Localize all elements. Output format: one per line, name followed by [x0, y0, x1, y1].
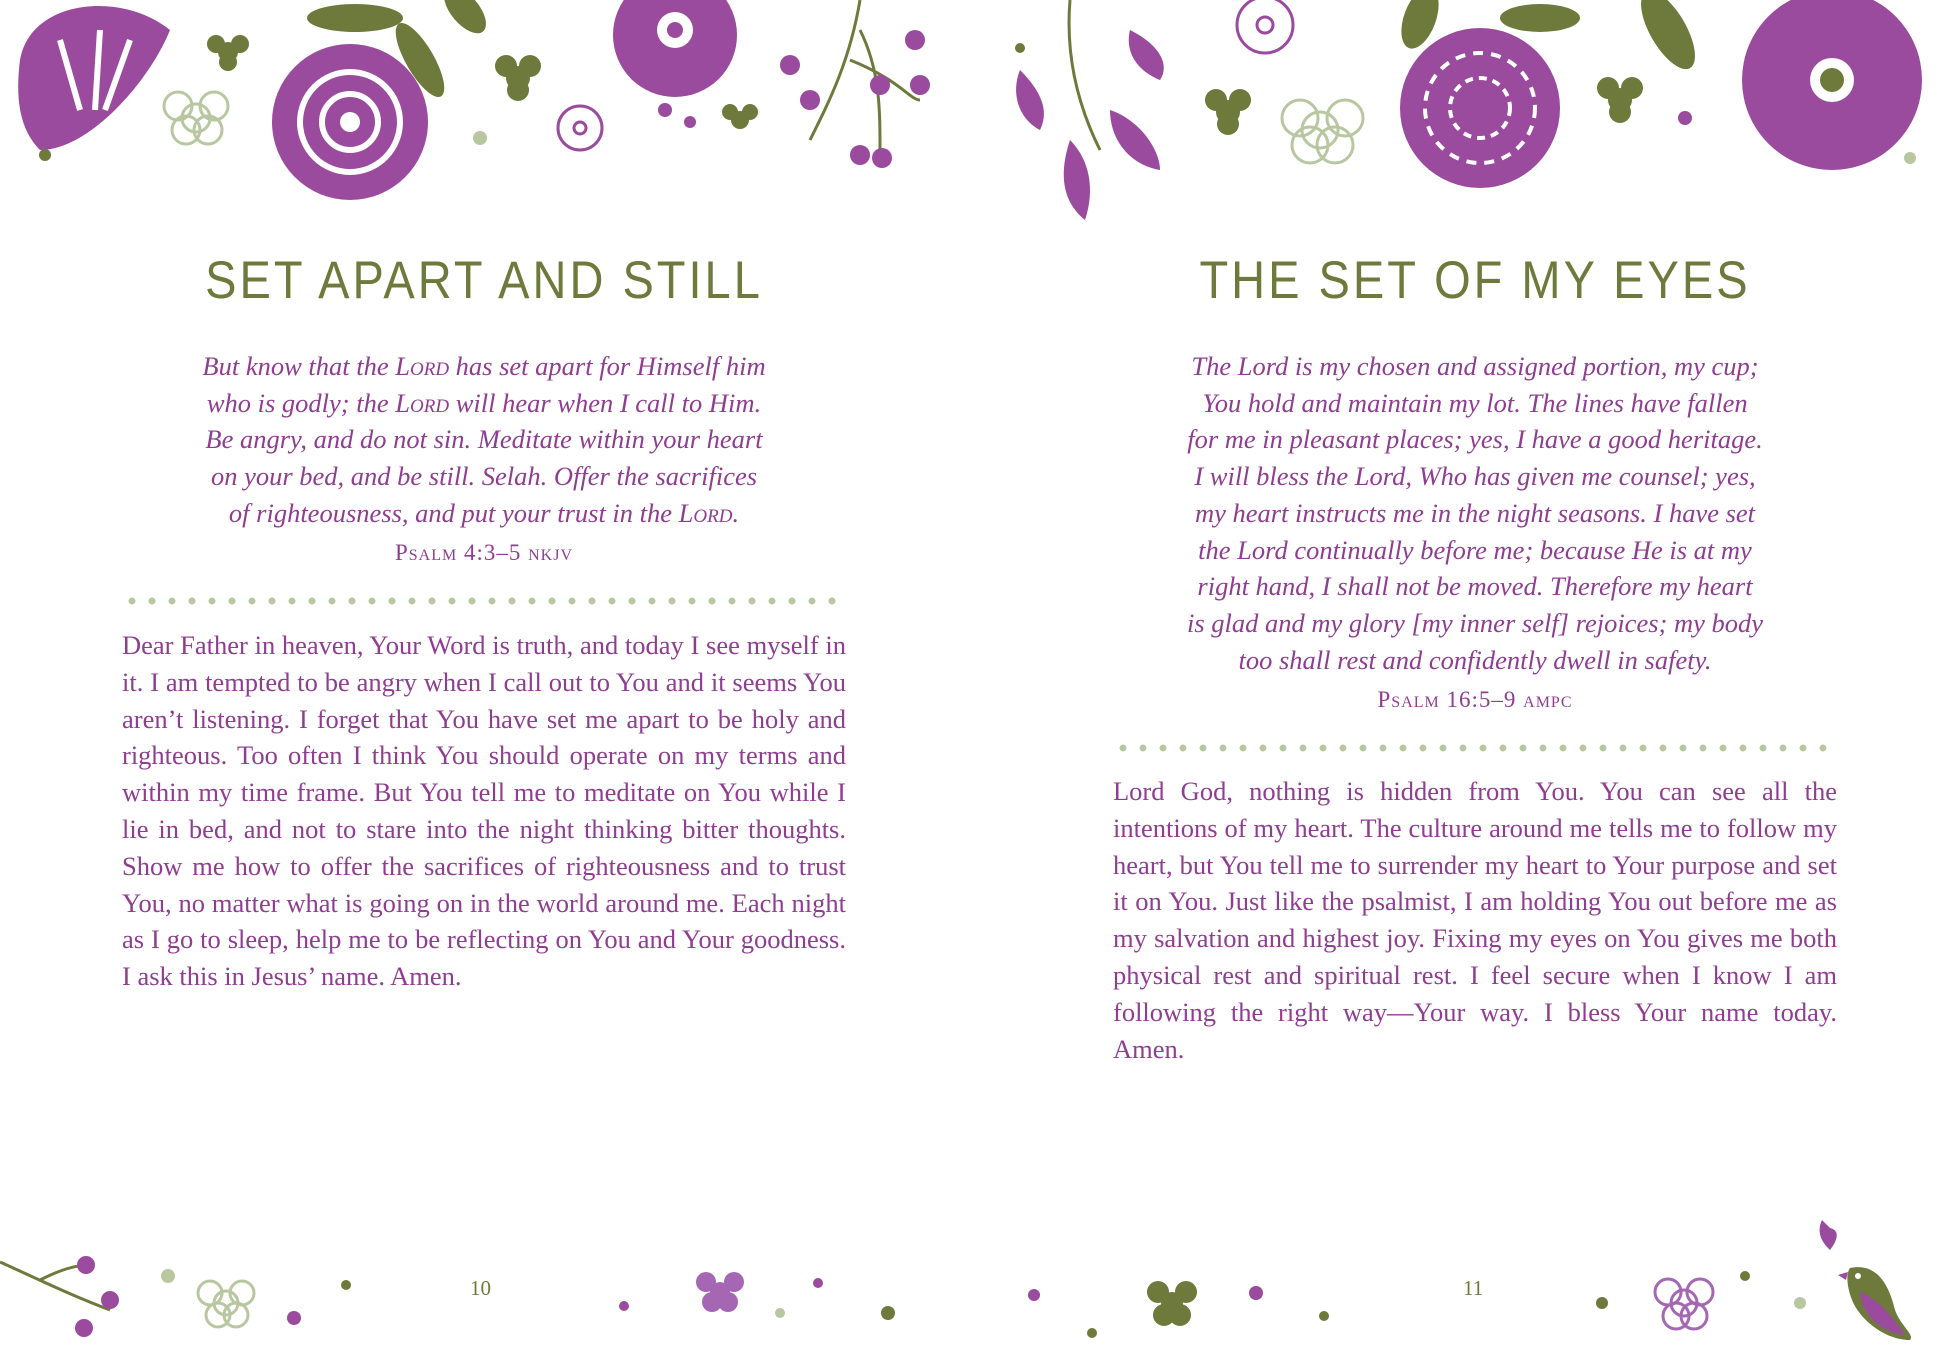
verse-line: The Lord is my chosen and assigned portion, my cup;: [1191, 351, 1759, 381]
verse-line: Be angry, and do not sin. Meditate within your heart: [205, 424, 763, 455]
verse-line: the Lord continually before me; because He is at my: [1198, 534, 1752, 565]
page-title: THE SET OF MY EYES: [1199, 249, 1751, 310]
verse-line: But know that the Lord has set apart for Himself him: [202, 351, 766, 381]
verse-line: You hold and maintain my lot. The lines have fallen: [1202, 387, 1748, 418]
verse-line: is glad and my glory [my inner self] rejoices; my body: [1186, 607, 1764, 638]
verse-line: of righteousness, and put your trust in the Lord.: [228, 497, 740, 528]
page-number: 11: [1463, 1276, 1484, 1300]
scripture-verse: [1113, 348, 1837, 678]
verse-line: right hand, I shall not be moved. Therefore my heart: [1197, 571, 1753, 602]
prayer-text: Lord God, nothing is hidden from You. You can see all the intentions of my heart. The culture around me tells me to follow my heart, but You tell me to surrender my heart to Your purpose and set it on You. Just like the psalmist, I am holding You out before me as my salvation and highest joy. Fixing my eyes on You gives me both physical rest and spiritual rest. I feel secure when I know I am following the right way—Your way. I bless Your name today. Amen.: [1113, 776, 1837, 1064]
scripture-verse: [122, 348, 846, 532]
prayer-text: Dear Father in heaven, Your Word is truth, and today I see myself in it. I am tempted to be angry when I call out to You and it seems You aren’t listening. I forget that You have set me apart to be holy and righteous. Too often I think You should operate on my terms and within my time frame. But You tell me to meditate on You while I lie in bed, and not to stare into the night thinking bitter thoughts. Show me how to offer the sacrifices of righteousness and to trust You, no matter what is going on in the world around me. Each night as I go to sleep, help me to be reflecting on You and Your goodness. I ask this in Jesus’ name. Amen.: [122, 630, 846, 992]
verse-line: for me in pleasant places; yes, I have a good heritage.: [1187, 424, 1763, 455]
dotted-divider: [1113, 743, 1837, 753]
scripture-reference: Psalm 4:3–5 nkjv: [394, 540, 574, 565]
verse-line: who is godly; the Lord will hear when I call to Him.: [206, 387, 762, 418]
verse-line: too shall rest and confidently dwell in safety.: [1238, 644, 1712, 675]
scripture-reference: Psalm 16:5–9 ampc: [1377, 687, 1573, 712]
page-title: SET APART AND STILL: [205, 249, 763, 310]
left-page: [122, 0, 846, 1362]
verse-line: my heart instructs me in the night seasons. I have set: [1194, 497, 1756, 528]
dotted-divider: [122, 596, 846, 606]
verse-line: I will bless the Lord, Who has given me counsel; yes,: [1194, 461, 1756, 492]
berry-icon: [0, 1256, 119, 1337]
verse-line: on your bed, and be still. Selah. Offer the sacrifices: [210, 461, 758, 492]
page-number: 10: [470, 1276, 491, 1300]
right-page: [1113, 0, 1837, 1362]
